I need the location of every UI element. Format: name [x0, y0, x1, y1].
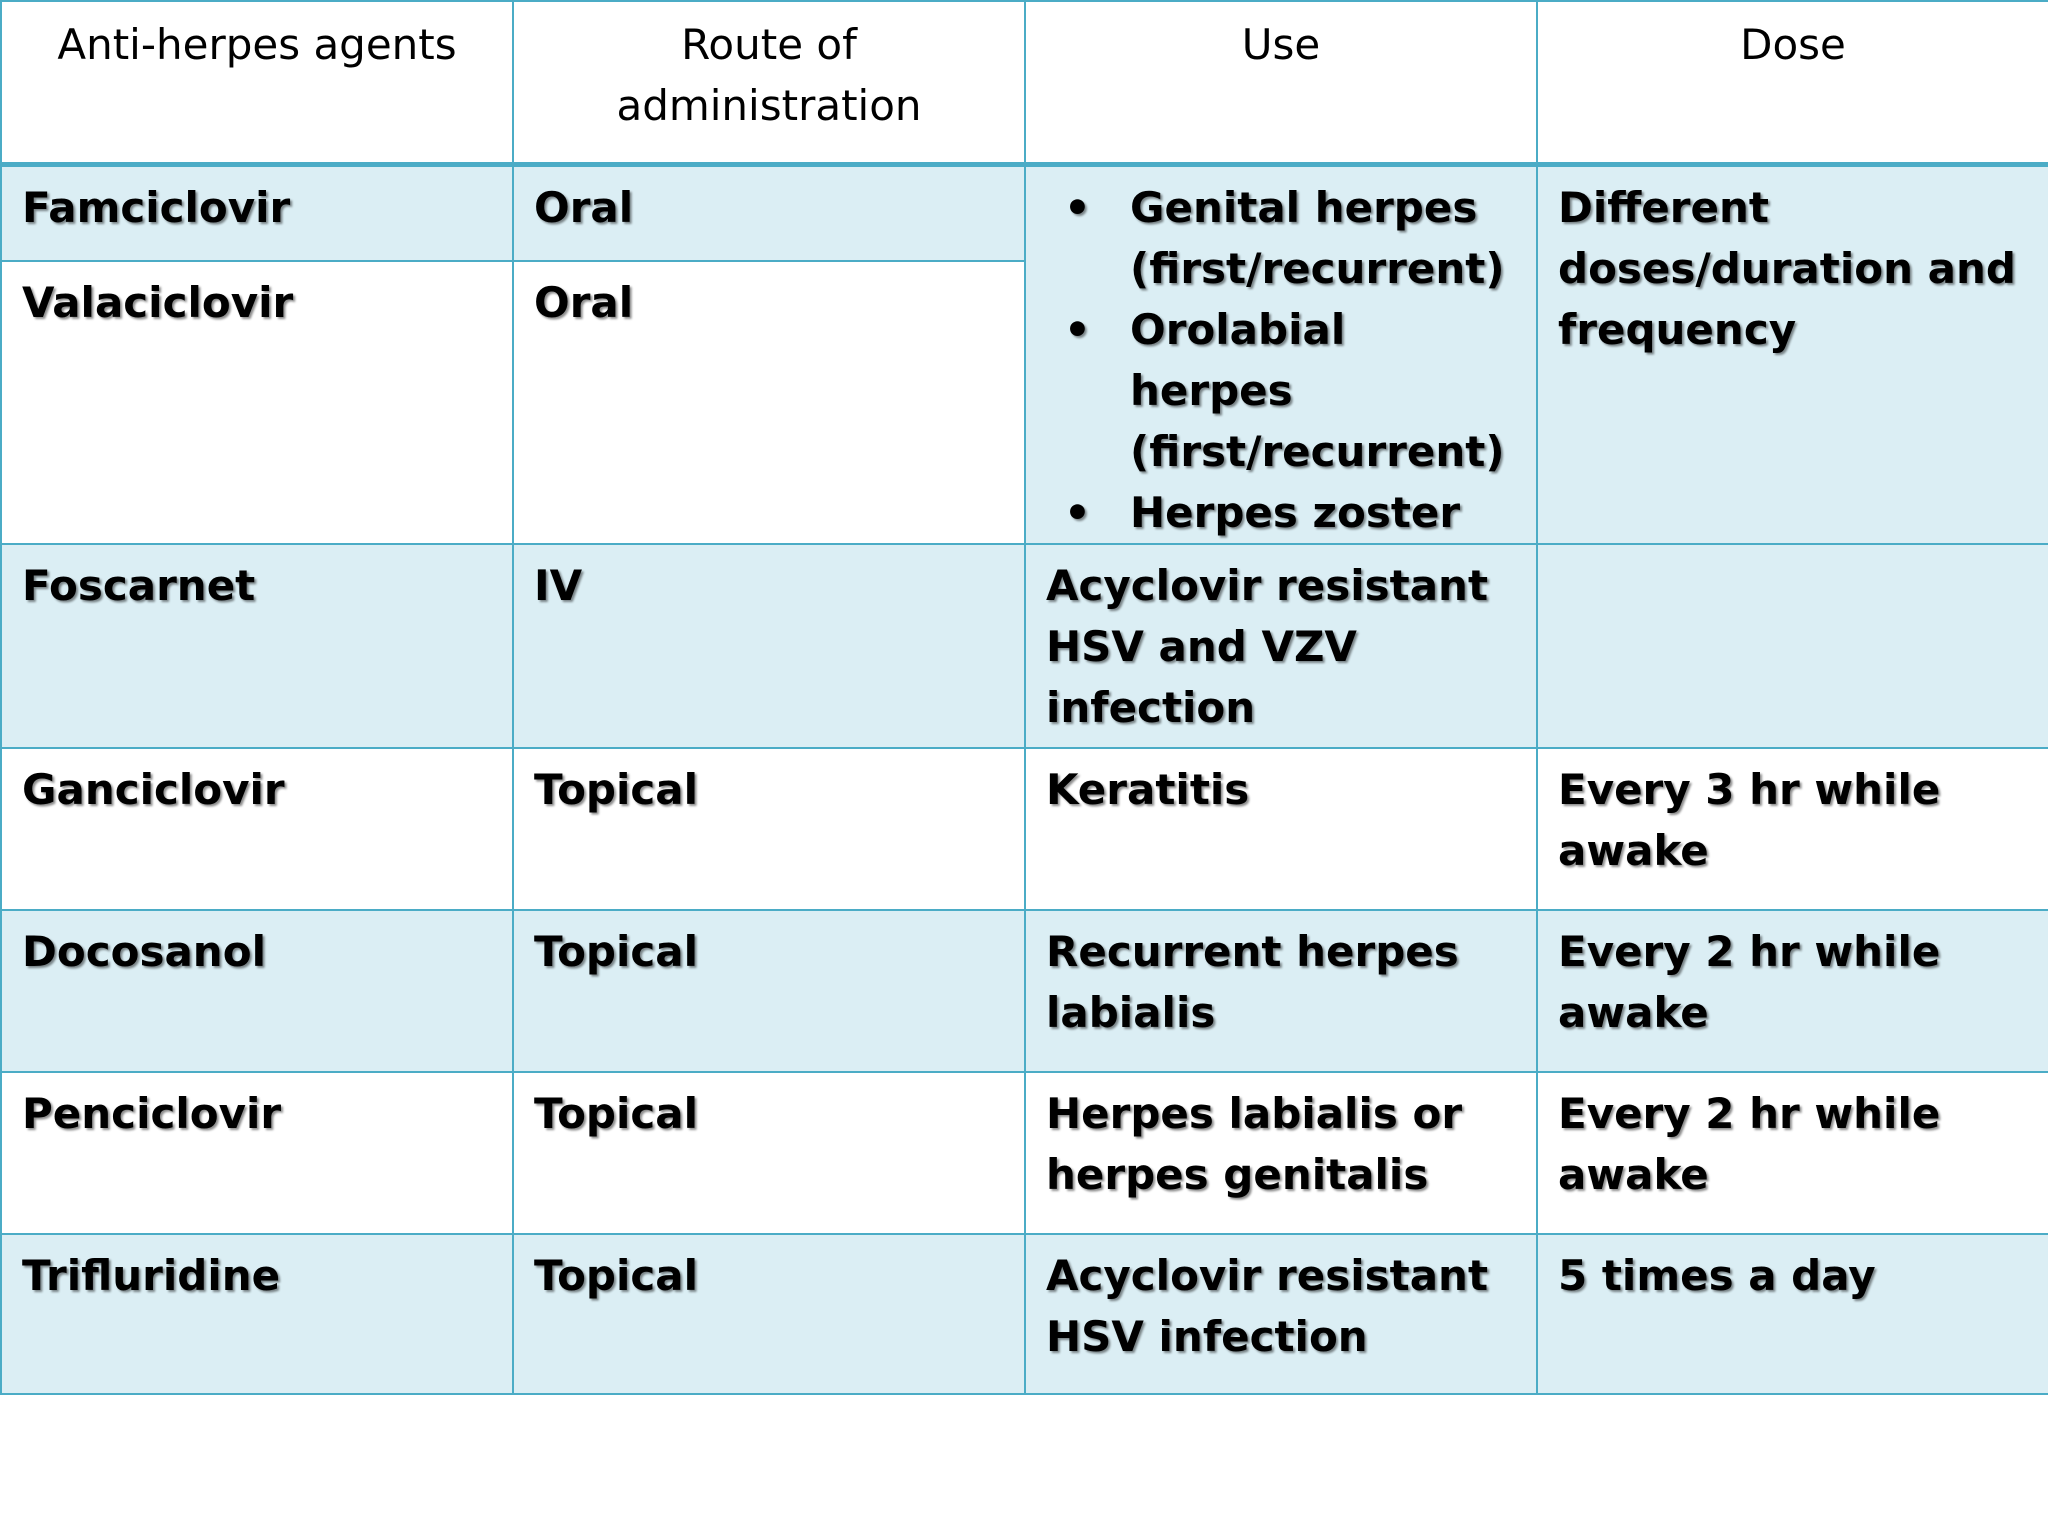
dose-cell: 5 times a day — [1537, 1234, 2048, 1394]
table-header-row — [1, 1, 2048, 164]
table-row — [1, 1072, 2048, 1234]
dose-cell — [1537, 544, 2048, 748]
agent-cell: Famciclovir — [1, 164, 513, 261]
route-cell: Oral — [513, 261, 1025, 544]
table-row — [1, 164, 2048, 261]
table-row — [1, 748, 2048, 910]
use-cell: Keratitis — [1025, 748, 1537, 910]
agent-cell: Trifluridine — [1, 1234, 513, 1394]
route-cell: Topical — [513, 910, 1025, 1072]
use-cell: Acyclovir resistant HSV infection — [1025, 1234, 1537, 1394]
agent-cell: Valaciclovir — [1, 261, 513, 544]
route-cell: Oral — [513, 164, 1025, 261]
header-agents: Anti-herpes agents — [1, 1, 513, 164]
agent-cell: Penciclovir — [1, 1072, 513, 1234]
route-cell: Topical — [513, 748, 1025, 910]
dose-cell: Every 3 hr while awake — [1537, 748, 2048, 910]
table-row — [1, 1234, 2048, 1394]
table-row — [1, 910, 2048, 1072]
agent-cell: Docosanol — [1, 910, 513, 1072]
table-row — [1, 544, 2048, 748]
route-cell: Topical — [513, 1234, 1025, 1394]
header-use: Use — [1025, 1, 1537, 164]
use-list-item: • Genital herpes (first/recurrent) — [1046, 177, 1516, 299]
use-list-item: • Herpes zoster — [1046, 482, 1516, 543]
use-cell: Herpes labialis or herpes genitalis — [1025, 1072, 1537, 1234]
route-cell: IV — [513, 544, 1025, 748]
use-cell-shared — [1025, 164, 1537, 544]
dose-cell-shared: Different doses/duration and frequency — [1537, 164, 2048, 544]
dose-cell: Every 2 hr while awake — [1537, 1072, 2048, 1234]
agent-cell: Ganciclovir — [1, 748, 513, 910]
use-list — [1046, 177, 1516, 543]
header-route: Route of administration — [513, 1, 1025, 164]
agent-cell: Foscarnet — [1, 544, 513, 748]
use-list-item: • Orolabial herpes (first/recurrent) — [1046, 299, 1516, 482]
route-cell: Topical — [513, 1072, 1025, 1234]
use-cell: Acyclovir resistant HSV and VZV infection — [1025, 544, 1537, 748]
use-cell: Recurrent herpes labialis — [1025, 910, 1537, 1072]
dose-cell: Every 2 hr while awake — [1537, 910, 2048, 1072]
header-dose: Dose — [1537, 1, 2048, 164]
